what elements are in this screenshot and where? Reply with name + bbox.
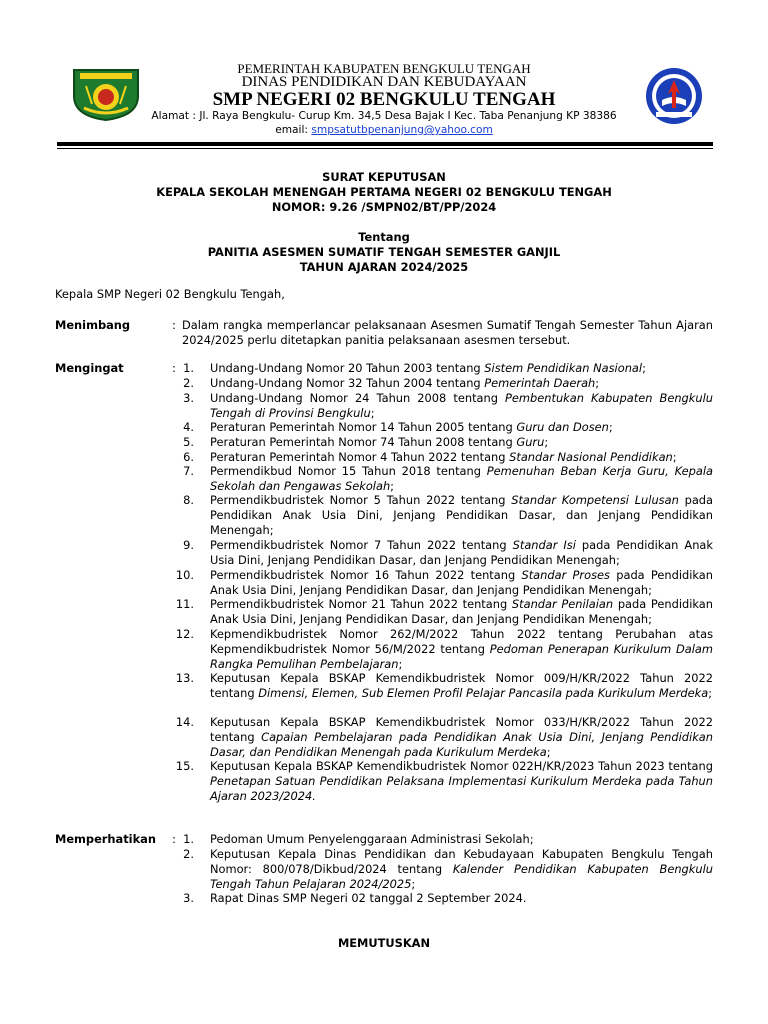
item-text-italic-title: Sistem Pendidikan Nasional	[484, 361, 643, 375]
item-text-regular: Rapat Dinas SMP Negeri 02 tanggal 2 September 2024.	[210, 891, 527, 905]
item-text-regular: Peraturan Pemerintah Nomor 74 Tahun 2008 tentang	[210, 435, 517, 449]
item-text-regular: Peraturan Pemerintah Nomor 14 Tahun 2005 tentang	[210, 420, 517, 434]
item-text-regular: Keputusan Kepala Dinas Pendidikan dan Kebudayaan Kabupaten Bengkulu Tengah Nomor: 800/078/Dikbud/2024 tentang	[210, 847, 713, 877]
menimbang-text: Dalam rangka memperlancar pelaksanaan Asesmen Sumatif Tengah Semester Tahun Ajaran 2024/2025 perlu ditetapkan panitia pelaksanaan asesmen tersebut.	[182, 318, 713, 348]
item-text-italic-title: Pembentukan Kabupaten Bengkulu Tengah di Provinsi Bengkulu	[210, 391, 713, 421]
item-text-regular: Keputusan Kepala BSKAP Kemendikbudristek Nomor 022H/KR/2023 Tahun 2023 tentang	[210, 759, 713, 773]
item-text-italic-title: Capaian Pembelajaran pada Pendidikan Anak Usia Dini, Jenjang Pendidikan Dasar, dan Pendidikan Menengah pada Kurikulum Merdeka	[210, 730, 713, 760]
item-text-suffix: ;	[411, 877, 416, 892]
item-text-italic-title: Pemenuhan Beban Kerja Guru, Kepala Sekolah dan Pengawas Sekolah	[210, 464, 713, 494]
letterhead-divider-thick	[57, 142, 713, 146]
item-text-suffix: ;	[595, 376, 600, 390]
mengingat-item-text	[210, 435, 713, 450]
item-text-regular: Keputusan Kepala BSKAP Kemendikbudristek Nomor 033/H/KR/2022 Tahun 2022 tentang	[210, 715, 713, 745]
mengingat-item-text	[210, 568, 713, 598]
memperhatikan-item-text	[210, 832, 713, 847]
item-text-regular: Keputusan Kepala BSKAP Kemendikbudristek Nomor 009/H/KR/2022 Tahun 2022 tentang	[210, 671, 713, 701]
item-text-suffix: pada Pendidikan Anak Usia Dini, Jenjang Pendidikan Dasar, dan Jenjang Pendidikan Menengah;	[210, 597, 713, 627]
item-text-italic-title: Penetapan Satuan Pendidikan Pelaksana Implementasi Kurikulum Merdeka pada Tahun Ajaran 2023/2024.	[210, 774, 713, 804]
memperhatikan-item-number: 3.	[183, 891, 194, 905]
item-text-regular: Pedoman Umum Penyelenggaraan Administrasi Sekolah;	[210, 832, 534, 846]
item-text-italic-title: Guru	[516, 435, 545, 449]
item-text-regular: Peraturan Pemerintah Nomor 4 Tahun 2022 tentang	[210, 450, 510, 464]
item-text-suffix: ;	[608, 420, 613, 434]
decree-number: NOMOR: 9.26 /SMPN02/BT/PP/2024	[271, 200, 497, 214]
item-text-regular: Undang-Undang Nomor 20 Tahun 2003 tentang	[210, 361, 485, 375]
mengingat-item-number: 9.	[183, 538, 194, 552]
mengingat-item-text	[210, 376, 713, 391]
decree-about-label: Tentang	[358, 230, 410, 244]
mengingat-item-number: 14.	[175, 715, 194, 729]
mengingat-item-text	[210, 671, 713, 701]
mengingat-item-number: 6.	[183, 450, 194, 464]
item-text-suffix: ;	[642, 361, 646, 375]
item-text-italic-title: Pedoman Penerapan Kurikulum Dalam Rangka Pemulihan Pembelajaran	[210, 642, 713, 672]
decree-topic: PANITIA ASESMEN SUMATIF TENGAH SEMESTER GANJIL	[207, 245, 561, 259]
memperhatikan-colon: :	[172, 832, 176, 846]
mengingat-item-number: 2.	[183, 376, 194, 390]
letterhead-department: DINAS PENDIDIKAN DAN KEBUDAYAAN	[241, 74, 527, 90]
item-text-italic-title: Guru dan Dosen	[516, 420, 609, 434]
email-label: email:	[275, 124, 308, 136]
mengingat-item-number: 12.	[175, 627, 194, 641]
item-text-suffix: ;	[672, 450, 677, 464]
item-text-suffix: pada Pendidikan Anak Usia Dini, Jenjang Pendidikan Dasar, dan Jenjang Pendidikan Menengah;	[210, 568, 713, 598]
item-text-regular: Permendikbudristek Nomor 5 Tahun 2022 tentang	[210, 493, 512, 507]
item-text-italic-title: Standar Proses	[521, 568, 610, 582]
mengingat-item-text	[210, 361, 713, 376]
memperhatikan-item-number: 2.	[183, 847, 194, 861]
mengingat-item-text	[210, 759, 713, 805]
decree-subtitle: KEPALA SEKOLAH MENENGAH PERTAMA NEGERI 02 BENGKULU TENGAH	[156, 185, 612, 199]
mengingat-item-number: 15.	[175, 759, 194, 773]
item-text-suffix: ;	[708, 686, 713, 701]
mengingat-item-text	[210, 420, 713, 435]
item-text-regular: Permendikbudristek Nomor 7 Tahun 2022 tentang	[210, 538, 513, 552]
item-text-suffix: ;	[390, 479, 395, 494]
email-link[interactable]: smpsatutbpenanjung@yahoo.com	[311, 124, 493, 136]
mengingat-item-number: 8.	[183, 493, 194, 507]
item-text-suffix: pada Pendidikan Anak Usia Dini, Jenjang Pendidikan Dasar, dan Jenjang Pendidikan Menengah;	[210, 538, 713, 568]
item-text-italic-title: Kalender Pendidikan Kabupaten Bengkulu Tengah Tahun Pelajaran 2024/2025	[210, 862, 713, 892]
item-text-regular: Permendikbud Nomor 15 Tahun 2018 tentang	[210, 464, 487, 478]
item-text-regular: Undang-Undang Nomor 32 Tahun 2004 tentang	[210, 376, 485, 390]
item-text-italic-title: Standar Penilaian	[511, 597, 614, 611]
item-text-regular: Permendikbudristek Nomor 16 Tahun 2022 tentang	[210, 568, 522, 582]
item-text-suffix: ;	[398, 657, 403, 672]
mengingat-label: Mengingat	[55, 361, 124, 375]
memperhatikan-item-text	[210, 891, 713, 906]
item-text-italic-title: Standar Kompetensi Lulusan	[511, 493, 679, 507]
item-text-regular: Kepmendikbudristek Nomor 262/M/2022 Tahun 2022 tentang Perubahan atas Kepmendikbudristek Nomor 56/M/2022 tentang	[210, 627, 713, 657]
memperhatikan-item-text	[210, 847, 713, 893]
menimbang-colon: :	[172, 318, 176, 332]
memperhatikan-label: Memperhatikan	[55, 832, 156, 846]
item-text-suffix: ;	[544, 435, 549, 449]
item-text-italic-title: Pemerintah Daerah	[484, 376, 596, 390]
item-text-suffix: ;	[546, 745, 551, 760]
menimbang-label: Menimbang	[55, 318, 131, 332]
mengingat-item-number: 3.	[183, 391, 194, 405]
letterhead-divider-thin	[57, 148, 713, 149]
mengingat-item-text	[210, 715, 713, 761]
mengingat-item-text	[210, 597, 713, 627]
mengingat-item-text	[210, 538, 713, 568]
item-text-regular: Permendikbudristek Nomor 21 Tahun 2022 tentang	[210, 597, 512, 611]
item-text-regular: Undang-Undang Nomor 24 Tahun 2008 tentang	[210, 391, 506, 405]
mengingat-item-text	[210, 391, 713, 421]
mengingat-item-number: 7.	[183, 464, 194, 478]
decree-year: TAHUN AJARAN 2024/2025	[299, 260, 469, 274]
mengingat-item-text	[210, 493, 713, 539]
opening-line: Kepala SMP Negeri 02 Bengkulu Tengah,	[55, 287, 285, 301]
decision-heading: MEMUTUSKAN	[337, 936, 431, 950]
mengingat-item-number: 13.	[175, 671, 194, 685]
mengingat-item-number: 4.	[183, 420, 194, 434]
mengingat-item-number: 5.	[183, 435, 194, 449]
letterhead-email-line	[0, 124, 768, 136]
decree-title: SURAT KEPUTUSAN	[322, 170, 446, 184]
mengingat-item-number: 1.	[183, 361, 194, 375]
item-text-italic-title: Standar Isi	[512, 538, 576, 552]
mengingat-item-text	[210, 464, 713, 494]
memperhatikan-item-number: 1.	[183, 832, 194, 846]
item-text-italic-title: Dimensi, Elemen, Sub Elemen Profil Pelajar Pancasila pada Kurikulum Merdeka	[258, 686, 709, 701]
mengingat-item-number: 11.	[175, 597, 194, 611]
mengingat-colon: :	[172, 361, 176, 375]
mengingat-item-number: 10.	[175, 568, 194, 582]
mengingat-item-text	[210, 450, 713, 465]
mengingat-item-text	[210, 627, 713, 673]
letterhead-address: Alamat : Jl. Raya Bengkulu- Curup Km. 34,5 Desa Bajak I Kec. Taba Penanjung KP 38386	[151, 110, 617, 122]
letterhead-school-name: SMP NEGERI 02 BENGKULU TENGAH	[212, 89, 556, 110]
item-text-suffix: pada Pendidikan Anak Usia Dini, Jenjang Pendidikan Dasar, dan Jenjang Pendidikan Menengah;	[210, 493, 714, 538]
letterhead-government: PEMERINTAH KABUPATEN BENGKULU TENGAH	[237, 61, 531, 76]
item-text-italic-title: Standar Nasional Pendidikan	[509, 450, 673, 464]
item-text-suffix: ;	[370, 406, 375, 421]
